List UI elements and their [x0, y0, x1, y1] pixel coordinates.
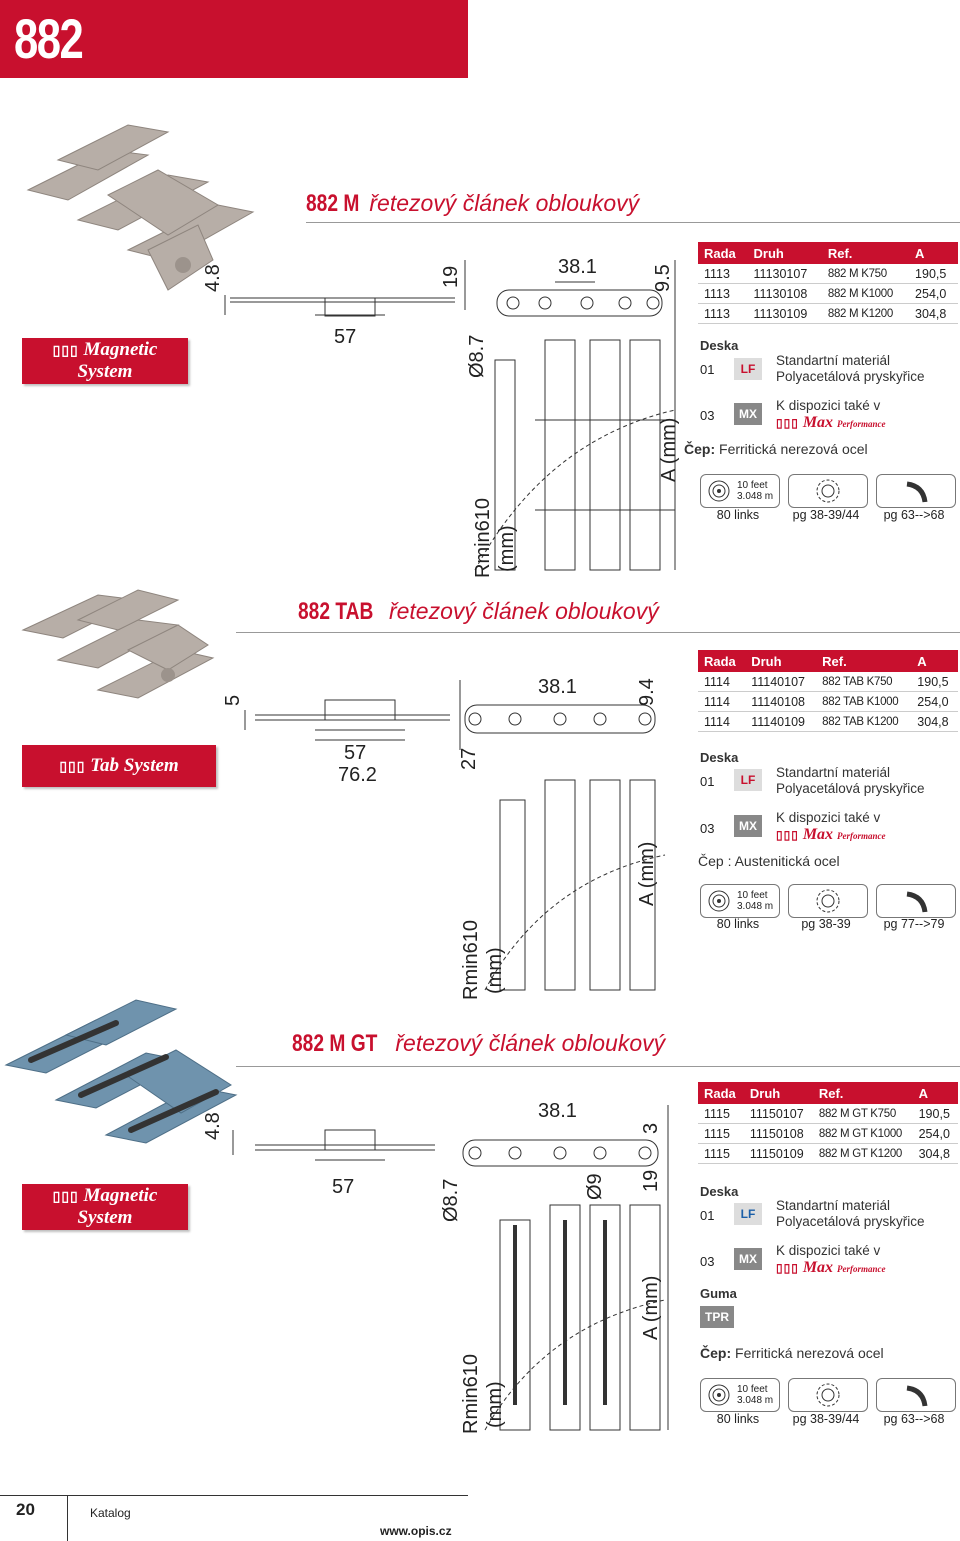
- dim-rmin: Rmin610: [460, 1353, 482, 1434]
- tab-system-badge: [22, 745, 216, 787]
- title-divider: [236, 632, 960, 633]
- title-divider: [236, 1066, 960, 1067]
- deska-label: Deska: [700, 338, 739, 353]
- th-ref: Ref.: [816, 650, 911, 672]
- table-row: 1113 11130108 882 M K1000 254,0: [698, 284, 958, 304]
- ref-table-882tab: [698, 650, 958, 732]
- dim-rmin-unit: (mm): [484, 1381, 506, 1428]
- dim-pin-diameter: Ø8.7: [440, 1178, 462, 1222]
- section-desc: řetezový článek obloukový: [395, 1030, 666, 1056]
- dim-thickness: 9.4: [636, 678, 658, 706]
- table-row: 1115 11150109 882 M GT K1200 304,8: [698, 1144, 958, 1164]
- badge-logo: ▯▯▯: [59, 760, 86, 775]
- th-rada: Rada: [698, 242, 748, 264]
- dim-height: 5: [222, 694, 244, 706]
- badge-line1: Magnetic: [83, 339, 158, 360]
- lf-box: LF: [734, 1203, 762, 1225]
- sprocket-info-box: [788, 1378, 868, 1412]
- cep-text: Čep: Ferritická nerezová ocel: [700, 1345, 884, 1361]
- pg-sprocket-label: pg 38-39/44: [792, 508, 860, 522]
- mat2-code: 03: [700, 1254, 715, 1269]
- section-title-882m: [306, 190, 639, 218]
- pg-sprocket-label: pg 38-39: [801, 917, 851, 931]
- table-row: 1114 11140107 882 TAB K750 190,5: [698, 672, 958, 692]
- curve-icon: [903, 1382, 929, 1408]
- section-title-882mgt: [292, 1030, 665, 1058]
- dim-d9: Ø9: [584, 1173, 606, 1200]
- th-rada: Rada: [698, 1082, 744, 1104]
- dim-a: A (mm): [636, 841, 658, 906]
- badge-line1: Tab System: [90, 755, 179, 776]
- sprocket-info-box: [788, 884, 868, 918]
- dim-pin-height: 27: [458, 747, 480, 770]
- pg-curve-label: pg 63-->68: [883, 1412, 945, 1426]
- th-a: A: [909, 242, 958, 264]
- ref-table-882mgt: [698, 1082, 958, 1164]
- th-rada: Rada: [698, 650, 745, 672]
- mat2-text: K dispozici také v: [776, 810, 881, 825]
- pg-curve-label: pg 63-->68: [883, 508, 945, 522]
- dim-thickness: 9.5: [652, 264, 674, 292]
- dim-rmin-unit: (mm): [484, 947, 506, 994]
- dim-width: 57: [344, 742, 367, 764]
- table-row: 1113 11130107 882 M K750 190,5: [698, 264, 958, 284]
- mx-box: MX: [734, 403, 762, 425]
- tpr-box: TPR: [700, 1306, 734, 1328]
- dim-h19: 19: [640, 1169, 662, 1192]
- chain-image-882tab: [18, 570, 228, 710]
- curve-info-box: [876, 1378, 956, 1412]
- roll-icon: [707, 1383, 731, 1407]
- roll-icon: [707, 889, 731, 913]
- max-performance-logo: ▯▯▯ Max Performance: [776, 826, 886, 843]
- sprocket-icon: [815, 478, 841, 504]
- dim-pitch: 38.1: [558, 256, 597, 278]
- curve-icon: [903, 478, 929, 504]
- th-druh: Druh: [744, 1082, 813, 1104]
- dim-rmin-unit: (mm): [496, 525, 518, 572]
- table-row: 1114 11140108 882 TAB K1000 254,0: [698, 692, 958, 712]
- mat1-code: 01: [700, 1208, 715, 1223]
- lf-box: LF: [734, 358, 762, 380]
- guma-label: Guma: [700, 1286, 737, 1301]
- pg-sprocket-label: pg 38-39/44: [792, 1412, 860, 1426]
- mat2-text: K dispozici také v: [776, 398, 881, 413]
- roll-icon: [707, 479, 731, 503]
- mx-box: MX: [734, 815, 762, 837]
- page-number: 20: [16, 1500, 35, 1519]
- curve-icon: [903, 888, 929, 914]
- table-row: 1114 11140109 882 TAB K1200 304,8: [698, 712, 958, 732]
- badge-logo: ▯▯▯: [52, 1190, 79, 1205]
- magnetic-system-badge: [22, 1184, 188, 1230]
- table-row: 1113 11130109 882 M K1200 304,8: [698, 304, 958, 324]
- dim-rmin: Rmin610: [460, 919, 482, 1000]
- mat1-text: Standartní materiál Polyacetálová pryskyřice: [776, 1198, 925, 1229]
- max-performance-logo: ▯▯▯ Max Performance: [776, 414, 886, 431]
- technical-drawing-882m: [215, 240, 685, 580]
- th-ref: Ref.: [813, 1082, 913, 1104]
- roll-info-box: 10 feet 3.048 m: [700, 474, 780, 508]
- dim-width: 57: [334, 326, 357, 348]
- deska-label: Deska: [700, 750, 739, 765]
- th-druh: Druh: [745, 650, 816, 672]
- links-label: 80 links: [716, 508, 760, 522]
- sprocket-info-box: [788, 474, 868, 508]
- table-row: 1115 11150108 882 M GT K1000 254,0: [698, 1124, 958, 1144]
- th-a: A: [911, 650, 958, 672]
- curve-info-box: [876, 884, 956, 918]
- badge-line2: System: [77, 361, 133, 382]
- dim-rmin: Rmin610: [472, 497, 494, 578]
- dim-h3: 3: [640, 1122, 662, 1134]
- pg-curve-label: pg 77-->79: [883, 917, 945, 931]
- page-title: 882: [14, 7, 83, 70]
- links-label: 80 links: [716, 917, 760, 931]
- dim-pitch: 38.1: [538, 1100, 577, 1122]
- cep-text: Čep : Austenitická ocel: [698, 853, 840, 869]
- dim-width: 57: [332, 1176, 355, 1198]
- dim-pin-diameter: Ø8.7: [466, 334, 488, 378]
- mat2-code: 03: [700, 821, 715, 836]
- mat1-code: 01: [700, 774, 715, 789]
- badge-logo: ▯▯▯: [52, 344, 79, 359]
- footer-divider: [67, 1495, 68, 1541]
- mat2-code: 03: [700, 408, 715, 423]
- dim-height: 4.8: [202, 1112, 224, 1140]
- sprocket-icon: [815, 888, 841, 914]
- th-a: A: [913, 1082, 958, 1104]
- deska-label: Deska: [700, 1184, 739, 1199]
- curve-info-box: [876, 474, 956, 508]
- cep-text: Čep: Ferritická nerezová ocel: [684, 441, 868, 457]
- links-label: 80 links: [716, 1412, 760, 1426]
- roll-info-box: 10 feet 3.048 m: [700, 1378, 780, 1412]
- ref-table-882m: [698, 242, 958, 324]
- section-desc: řetezový článek obloukový: [388, 598, 659, 624]
- mx-box: MX: [734, 1248, 762, 1270]
- th-druh: Druh: [748, 242, 822, 264]
- section-title-882tab: [298, 598, 659, 626]
- roll-info-box: 10 feet 3.048 m: [700, 884, 780, 918]
- footer-url[interactable]: www.opis.cz: [380, 1524, 452, 1538]
- sprocket-icon: [815, 1382, 841, 1408]
- technical-drawing-882tab: [225, 660, 685, 1000]
- section-code: 882 M GT: [292, 1030, 378, 1057]
- magnetic-system-badge: [22, 338, 188, 384]
- mat1-text: Standartní materiál Polyacetálová pryskyřice: [776, 765, 925, 796]
- mat2-text: K dispozici také v: [776, 1243, 881, 1258]
- dim-a: A (mm): [640, 1275, 662, 1340]
- dim-width-2: 76.2: [338, 764, 377, 786]
- dim-a: A (mm): [658, 417, 680, 482]
- title-divider: [306, 222, 960, 223]
- badge-line2: System: [77, 1207, 133, 1228]
- footer-rule: [0, 1495, 468, 1496]
- dim-height: 4.8: [202, 264, 224, 292]
- max-performance-logo: ▯▯▯ Max Performance: [776, 1259, 886, 1276]
- dim-pitch: 38.1: [538, 676, 577, 698]
- section-desc: řetezový článek obloukový: [369, 190, 640, 216]
- footer-label: Katalog: [90, 1506, 131, 1520]
- mat1-code: 01: [700, 362, 715, 377]
- technical-drawing-882mgt: [225, 1085, 685, 1440]
- dim-pin-height: 19: [440, 265, 462, 288]
- lf-box: LF: [734, 769, 762, 791]
- section-code: 882 TAB: [298, 598, 374, 625]
- mat1-text: Standartní materiál Polyacetálová pryskyřice: [776, 353, 925, 384]
- section-code: 882 M: [306, 190, 360, 217]
- badge-line1: Magnetic: [83, 1185, 158, 1206]
- th-ref: Ref.: [822, 242, 909, 264]
- table-row: 1115 11150107 882 M GT K750 190,5: [698, 1104, 958, 1124]
